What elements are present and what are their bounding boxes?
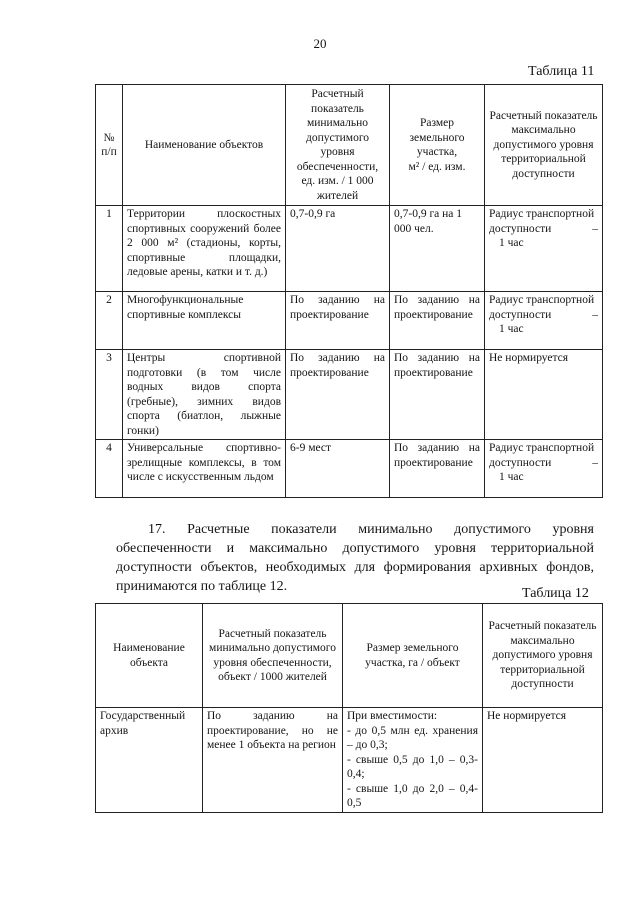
- header-land: [390, 85, 485, 206]
- row-name: Универсальные спортивно-зрелищные комплексы, в том числе с искусственным льдом: [123, 440, 286, 498]
- table-row: [96, 350, 603, 440]
- row-indicator: По заданию на проектирование, но не менее 1 объекта на регион: [203, 708, 343, 813]
- row-name: Государственный архив: [96, 708, 203, 813]
- header-access: Расчетный показатель максимально допустимого уровня территориальной доступности: [483, 604, 603, 708]
- row-name: Территории плоскостных спортивных сооружений более 2 000 м² (стадионы, корты, спортивные площадки, ледовые арены, катки и т. д.): [123, 206, 286, 292]
- table12-caption: Таблица 12: [522, 586, 589, 601]
- access-line-b: [489, 222, 598, 237]
- table-row: [96, 206, 603, 292]
- access-line-a: Радиус транспортной: [489, 442, 595, 454]
- header-name: Наименование объектов: [123, 85, 286, 206]
- header-land: Размер земельного участка, га / объект: [343, 604, 483, 708]
- row-access: [485, 206, 603, 292]
- access-line-b-dash: –: [592, 456, 598, 469]
- header-land-text: Размер земельного участка,: [409, 117, 465, 158]
- row-access: Не нормируется: [485, 350, 603, 440]
- row-indicator: По заданию на проектирование: [286, 350, 390, 440]
- table12: [95, 603, 603, 813]
- table11-caption: Таблица 11: [528, 64, 595, 79]
- access-line-d: 1 час: [499, 471, 524, 483]
- row-num: 3: [96, 350, 123, 440]
- row-land: По заданию на проектирование: [390, 350, 485, 440]
- row-access: [485, 292, 603, 350]
- table12-header-row: [96, 604, 603, 708]
- access-line-b-dash: –: [592, 222, 598, 235]
- access-line-b: [489, 456, 598, 471]
- row-num: 1: [96, 206, 123, 292]
- access-line-b-text: доступности: [489, 222, 552, 235]
- table-row: [96, 708, 603, 813]
- header-indicator: Расчетный показатель минимально допустимого уровня обеспеченности, ед. изм. / 1 000 жителей: [286, 85, 390, 206]
- access-line-b: [489, 308, 598, 323]
- land-title: При вместимости:: [347, 710, 438, 722]
- row-num: 4: [96, 440, 123, 498]
- access-line-d: 1 час: [499, 237, 524, 249]
- row-indicator: 0,7-0,9 га: [286, 206, 390, 292]
- header-num: № п/п: [96, 85, 123, 206]
- header-indicator: Расчетный показатель минимально допустимого уровня обеспеченности, объект / 1000 жителей: [203, 604, 343, 708]
- header-access: Расчетный показатель максимально допустимого уровня территориальной доступности: [485, 85, 603, 206]
- header-land-unit: м² / ед. изм.: [408, 160, 466, 173]
- paragraph-17: [116, 520, 594, 596]
- row-indicator: По заданию на проектирование: [286, 292, 390, 350]
- row-num: 2: [96, 292, 123, 350]
- access-line-a: Радиус транспортной: [489, 208, 595, 220]
- page-number: 20: [313, 36, 327, 51]
- row-land: По заданию на проектирование: [390, 292, 485, 350]
- row-indicator: 6-9 мест: [286, 440, 390, 498]
- table11-header-row: [96, 85, 603, 206]
- table11: [95, 84, 603, 498]
- row-land: [343, 708, 483, 813]
- access-line-b-text: доступности: [489, 456, 552, 469]
- land-item-1: - до 0,5 млн ед. хранения – до 0,3;: [347, 724, 478, 751]
- access-line-b-text: доступности: [489, 308, 552, 321]
- table-row: [96, 440, 603, 498]
- land-item-2: - свыше 0,5 до 1,0 – 0,3-0,4;: [347, 753, 478, 780]
- row-land: 0,7-0,9 га на 1 000 чел.: [390, 206, 485, 292]
- row-access: [485, 440, 603, 498]
- access-line-a: Радиус транспортной: [489, 294, 595, 306]
- row-name: Центры спортивной подготовки (в том числе водных видов спорта (гребные), зимних видов спорта (биатлон, лыжные гонки): [123, 350, 286, 440]
- row-land: По заданию на проектирование: [390, 440, 485, 498]
- paragraph-text: 17. Расчетные показатели минимально допустимого уровня обеспеченности и максимально допустимого уровня территориальной доступности объектов, необходимых для формирования архивных фондов, принимаются по таблице 12.: [116, 522, 594, 594]
- land-item-3: - свыше 1,0 до 2,0 – 0,4-0,5: [347, 782, 478, 809]
- access-line-d: 1 час: [499, 323, 524, 335]
- table-row: [96, 292, 603, 350]
- row-name: Многофункциональные спортивные комплексы: [123, 292, 286, 350]
- access-line-b-dash: –: [592, 308, 598, 321]
- header-name: Наименование объекта: [96, 604, 203, 708]
- row-access: Не нормируется: [483, 708, 603, 813]
